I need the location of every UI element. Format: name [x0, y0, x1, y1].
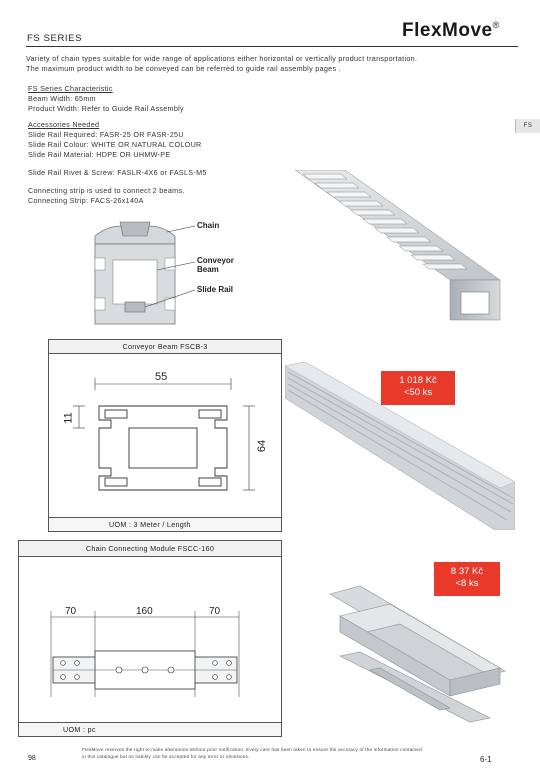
intro-text — [26, 54, 516, 74]
module-price: 8 37 Kč — [450, 566, 484, 577]
callout-conveyor-beam — [197, 256, 234, 274]
dim-right-label: 70 — [209, 606, 221, 617]
accessories-heading: Accessories Needed — [28, 120, 100, 129]
connecting-strip: Connecting Strip: FACS-26x140A — [28, 196, 144, 205]
module-price-badge — [434, 562, 500, 596]
dim-side-label: 11 — [62, 412, 75, 424]
brand-logo — [402, 20, 500, 42]
registered-mark: ® — [492, 20, 500, 30]
rivet-screw: Slide Rail Rivet & Screw: FASLR-4X6 or FASLS-M5 — [28, 168, 207, 177]
conveyor-beam-title: Conveyor Beam FSCB-3 — [49, 340, 281, 354]
intro-line-1: Variety of chain types suitable for wide range of applications either horizontal or vertically product transportation. — [26, 54, 418, 63]
intro-line-2: The maximum product width to be conveyed can be referred to guide rail assembly pages . — [26, 64, 341, 73]
disclaimer-line-1: FlexMove reserves the right to make alterations without prior notification. Every care has been taken to ensure the accuracy of the information contained — [82, 747, 422, 752]
callout-slide-rail: Slide Rail — [197, 285, 234, 294]
cross-section-diagram — [85, 210, 210, 335]
header-divider — [26, 46, 518, 47]
conveyor-beam-panel — [48, 339, 282, 532]
disclaimer — [82, 746, 482, 760]
conveyor-assembly-image — [285, 170, 515, 330]
dim-left-label: 70 — [65, 606, 77, 617]
module-price-unit: <8 ks — [455, 578, 479, 589]
beam-width: Beam Width: 65mm — [28, 94, 96, 103]
beam-price: 1 018 Kč — [399, 375, 437, 386]
beam-price-unit: <50 ks — [403, 387, 433, 398]
section-number: 6-1 — [480, 755, 492, 764]
page-number: 98 — [28, 755, 36, 762]
product-width: Product Width: Refer to Guide Rail Assembly — [28, 104, 184, 113]
module-uom: UOM : pc — [19, 722, 281, 736]
dim-height-label: 64 — [256, 439, 269, 453]
slide-rail-material: Slide Rail Material: HDPE OR UHMW-PE — [28, 150, 171, 159]
slide-rail-required: Slide Rail Required: FASR-25 OR FASR-25U — [28, 130, 184, 139]
accessories-block — [28, 120, 207, 206]
series-title: FS SERIES — [27, 33, 83, 44]
slide-rail-colour: Slide Rail Colour: WHITE OR NATURAL COLOUR — [28, 140, 202, 149]
characteristic-block — [28, 84, 184, 114]
callout-beam: Beam — [197, 265, 219, 274]
beam-uom: UOM : 3 Meter / Length — [49, 517, 281, 531]
side-tab[interactable]: FS — [515, 119, 540, 133]
brand-name: FlexMove — [402, 20, 493, 41]
connecting-module-title: Chain Connecting Module FSCC-160 — [19, 541, 281, 557]
connect-note: Connecting strip is used to connect 2 beams. — [28, 186, 185, 195]
module-drawing — [19, 557, 281, 722]
module-exploded-image — [300, 576, 520, 726]
callout-conveyor: Conveyor — [197, 256, 234, 265]
dim-width-label: 55 — [155, 371, 168, 383]
callout-chain: Chain — [197, 221, 220, 230]
characteristic-heading: FS Series Characteristic — [28, 84, 113, 93]
beam-price-badge — [381, 371, 455, 405]
disclaimer-line-2: in this catalogue but no liability can be accepted for any error or omissions. — [82, 754, 250, 759]
connecting-module-panel — [18, 540, 282, 737]
dim-mid-label: 160 — [136, 606, 153, 617]
